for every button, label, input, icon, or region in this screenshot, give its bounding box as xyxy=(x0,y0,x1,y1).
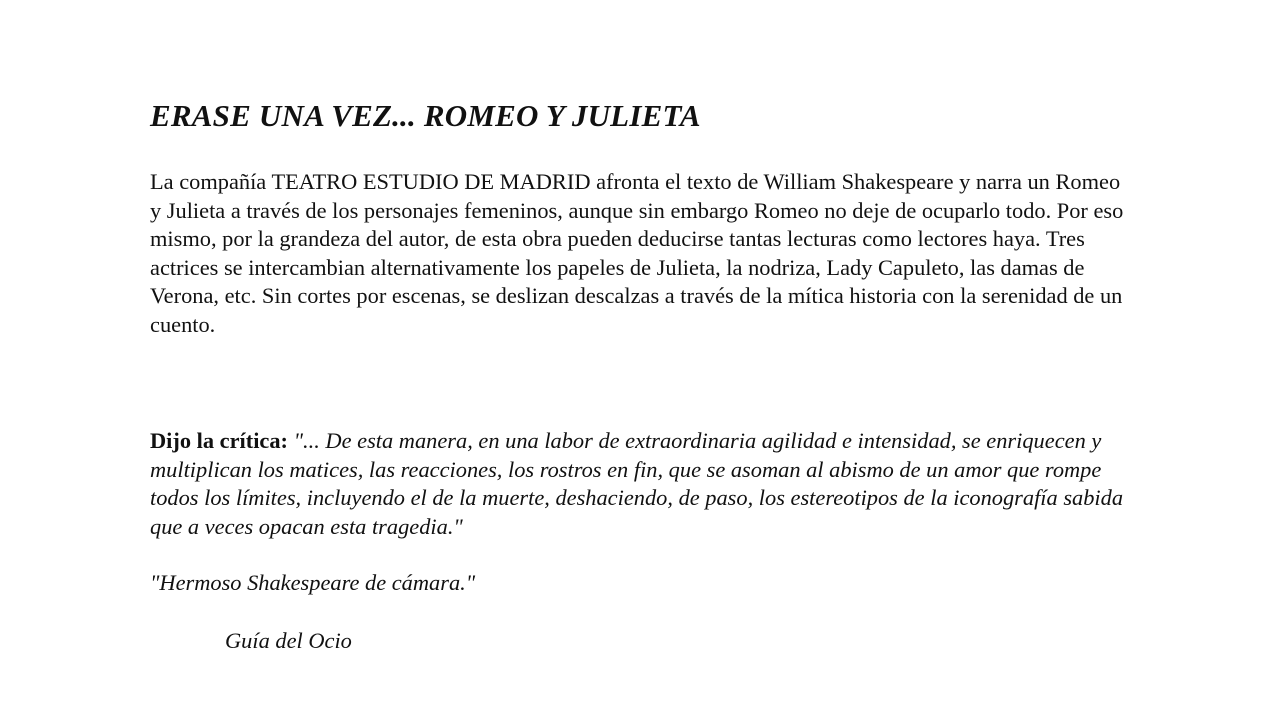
critic-quote: "... De esta manera, en una labor de extraordinaria agilidad e intensidad, se enriquecen y multiplican los matices, las reacciones, los rostros en fin, que se asoman al abismo de un amor que rompe todos los límites, incluyendo el de la muerte, deshaciendo, de paso, los estereotipos de la iconografía sabida que a veces opacan esta tragedia." xyxy=(150,428,1124,539)
critic-label: Dijo la crítica: xyxy=(150,428,289,453)
critic-paragraph xyxy=(150,427,1135,541)
intro-paragraph: La compañía TEATRO ESTUDIO DE MADRID afronta el texto de William Shakespeare y narra un Romeo y Julieta a través de los personajes femeninos, aunque sin embargo Romeo no deje de ocuparlo todo. Por eso mismo, por la grandeza del autor, de esta obra pueden deducirse tantas lecturas como lectores haya. Tres actrices se intercambian alternativamente los papeles de Julieta, la nodriza, Lady Capuleto, las damas de Verona, etc. Sin cortes por escenas, se deslizan descalzas a través de la mítica historia con la serenidad de un cuento. xyxy=(150,169,1124,337)
quote-source: Guía del Ocio xyxy=(225,628,352,653)
document-page xyxy=(150,0,1140,710)
document-title: ERASE UNA VEZ... ROMEO Y JULIETA xyxy=(150,98,701,133)
second-quote: "Hermoso Shakespeare de cámara." xyxy=(150,570,476,595)
